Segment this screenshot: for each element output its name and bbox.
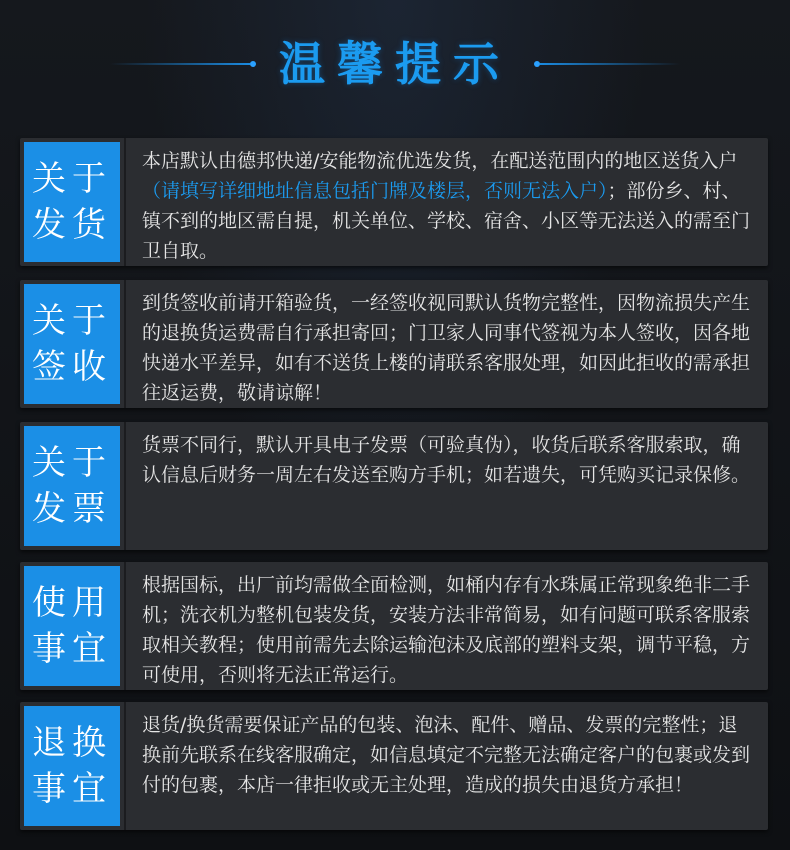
- section-text-part: 到货签收前请开箱验货，一经签收视同默认货物完整性，因物流损失产生的退换货运费需自行承担寄回；门卫家人同事代签视为本人签收，因各地快递水平差异，如有不送货上楼的请联系客服处理，如因此拒收的需承担往返运费，敬请谅解！: [142, 292, 751, 404]
- section-text-part: 根据国标，出厂前均需做全面检测，如桶内存有水珠属正常现象绝非二手机；洗衣机为整机包装发货，安装方法非常简易，如有问题可联系客服索取相关教程；使用前需先去除运输泡沫及底部的塑料支架，调节平稳，方可使用，否则将无法正常运行。: [142, 574, 751, 686]
- section-text: [142, 146, 754, 266]
- header: [0, 0, 790, 110]
- section-text: [142, 710, 754, 800]
- section-invoice: [20, 422, 768, 550]
- section-label-line2: 签收: [32, 347, 112, 387]
- section-text-part: ；部份乡、村、镇不到的地区需自提，机关单位、学校、宿舍、小区等无法送入的需至门卫自取。: [142, 180, 751, 262]
- section-text-part: 货票不同行，默认开具电子发票（可验真伪），收货后联系客服索取，确认信息后财务一周左右发送至购方手机；如若遗失，可凭购买记录保修。: [142, 434, 751, 486]
- section-returns: [20, 702, 768, 830]
- section-text: [142, 288, 754, 408]
- section-receipt: [20, 280, 768, 408]
- section-text-part: 退货/换货需要保证产品的包装、泡沫、配件、赠品、发票的完整性；退换前先联系在线客服确定，如信息填定不完整无法确定客户的包裹或发到付的包裹，本店一律拒收或无主处理，造成的损失由退货方承担！: [142, 714, 751, 796]
- section-label: [24, 566, 120, 686]
- section-text: [142, 570, 754, 690]
- divider: [124, 702, 126, 830]
- section-label-line1: 关于: [32, 443, 112, 483]
- section-label-line2: 事宜: [32, 769, 112, 809]
- section-label-line1: 退换: [32, 723, 112, 763]
- section-label: [24, 426, 120, 546]
- section-label-line2: 事宜: [32, 629, 112, 669]
- divider: [124, 280, 126, 408]
- section-label-line1: 关于: [32, 159, 112, 199]
- section-text-highlight: （请填写详细地址信息包括门牌及楼层，否则无法入户）: [142, 180, 608, 202]
- section-usage: [20, 562, 768, 690]
- page-title: 温馨提示: [279, 37, 511, 91]
- section-label: [24, 284, 120, 404]
- section-text: [142, 430, 754, 490]
- section-label: [24, 706, 120, 826]
- section-label-line2: 发货: [32, 205, 112, 245]
- section-label: [24, 142, 120, 262]
- section-label-line1: 关于: [32, 301, 112, 341]
- title-divider-right: [540, 63, 680, 65]
- section-label-line1: 使用: [32, 583, 112, 623]
- section-label-line2: 发票: [32, 489, 112, 529]
- section-shipping: [20, 138, 768, 266]
- divider: [124, 138, 126, 266]
- divider: [124, 422, 126, 550]
- section-text-part: 本店默认由德邦快递/安能物流优选发货，在配送范围内的地区送货入户: [142, 150, 738, 172]
- divider: [124, 562, 126, 690]
